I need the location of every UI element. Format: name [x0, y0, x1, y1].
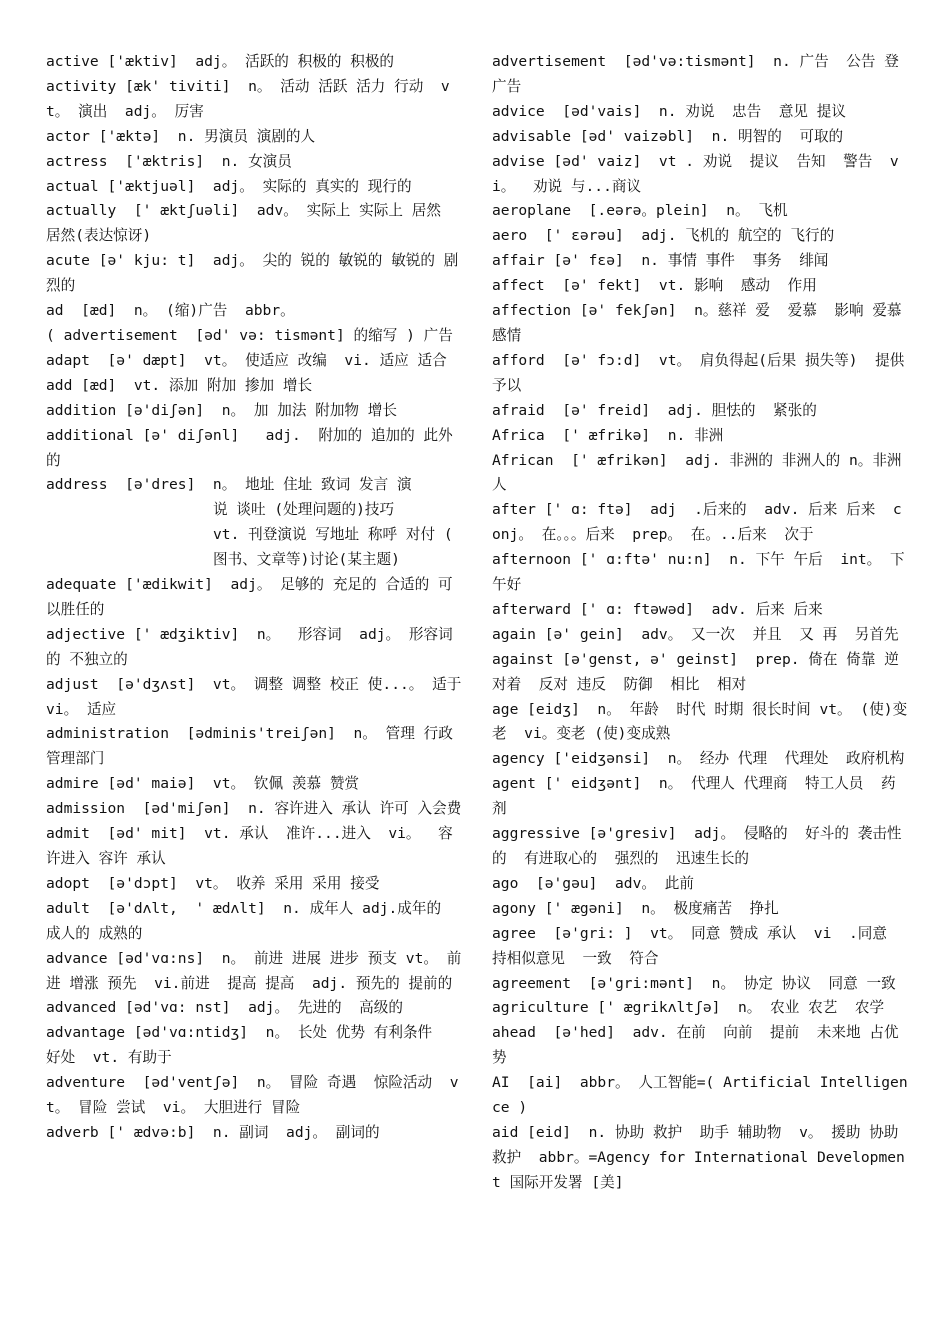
entry-again: again [ə' gein] adv。 又一次 并且 又 再 另首先 [492, 625, 899, 643]
entry-active: active ['æktiv] adj。 活跃的 积极的 积极的 [46, 53, 395, 70]
entry-agriculture: agriculture [' ægrikʌltʃə] n。 农业 农艺 农学 [492, 999, 885, 1017]
entry-african: African [' æfrikən] adj. 非洲的 非洲人的 n。非洲人 [492, 451, 902, 494]
entry-afraid: afraid [ə' freid] adj. 胆怯的 紧张的 [492, 401, 817, 419]
entry-ad-note: ( advertisement [əd' və: tismənt] 的缩写 ) 广告 [46, 326, 453, 344]
entry-adequate: adequate ['ædikwit] adj。 足够的 充足的 合适的 可以胜任的 [46, 576, 453, 618]
entry-ai: AI [ai] abbr。 人工智能=( Artificial Intelligence ) [492, 1074, 908, 1117]
entry-activity: activity [æk' tiviti] n。 活动 活跃 活力 行动 vt。 演出 adj。 厉害 [46, 77, 450, 120]
entry-address-verb: vt. 刊登演说 写地址 称呼 对付 ( 图书、文章等)讨论(某主题) [213, 526, 462, 569]
entry-agreement: agreement [ə'gri:mənt] n。 协定 协议 同意 一致 [492, 974, 896, 992]
entry-address: address [ə'dres] n。 地址 住址 致词 发言 演 [46, 476, 412, 494]
entry-adjective: adjective [' ædʒiktiv] n。 形容词 adj。 形容词的 不独立的 [46, 625, 453, 668]
entry-ago: ago [ə'gəu] adv。 此前 [492, 874, 694, 892]
entry-agony: agony [' ægəni] n。 极度痛苦 挣扎 [492, 899, 779, 917]
entry-agent: agent [' eidʒənt] n。 代理人 代理商 特工人员 药剂 [492, 775, 896, 818]
entry-affection: affection [ə' fekʃən] n。慈祥 爱 爱慕 影响 爱慕 感情 [492, 302, 911, 344]
entry-adopt: adopt [ə'dɔpt] vt。 收养 采用 采用 接受 [46, 874, 380, 892]
entry-additional: additional [ə' diʃənl] adj. 附加的 追加的 此外的 [46, 426, 453, 469]
entry-affect: affect [ə' fekt] vt. 影响 感动 作用 [492, 277, 817, 295]
entry-administration: administration [ədminis'treiʃən] n。 管理 行政 管理部门 [46, 725, 462, 768]
entry-adventure: adventure [əd'ventʃə] n。 冒险 奇遇 惊险活动 vt。 冒险 尝试 vi。 大胆进行 冒险 [46, 1074, 459, 1117]
entry-admit: admit [əd' mit] vt. 承认 准许...进入 vi。 容许进入 容许 承认 [46, 825, 453, 867]
entry-admission: admission [əd'miʃən] n. 容许进入 承认 许可 入会费 [46, 800, 462, 818]
entry-advertisement: advertisement [əd'və:tismənt] n. 广告 公告 登广告 [492, 53, 899, 95]
entry-afterward: afterward [' ɑ: ftəwəd] adv. 后来 后来 [492, 600, 823, 618]
entry-adjust: adjust [ə'dʒʌst] vt。 调整 调整 校正 使...。 适于 vi。 适应 [46, 675, 479, 718]
entry-afternoon: afternoon [' ɑ:ftə' nu:n] n. 下午 午后 int。 下午好 [492, 551, 905, 594]
entry-against: against [ə'genst, ə' geinst] prep. 倚在 倚靠 逆 对着 反对 违反 防御 相比 相对 [492, 650, 908, 693]
entry-aero: aero [' ɛərəu] adj. 飞机的 航空的 飞行的 [492, 227, 835, 245]
entry-advise: advise [əd' vaiz] vt . 劝说 提议 告知 警告 vi。 劝说 与...商议 [492, 152, 899, 195]
entry-ahead: ahead [ə'hed] adv. 在前 向前 提前 未来地 占优势 [492, 1024, 899, 1067]
entry-aggressive: aggressive [ə'gresiv] adj。 侵略的 好斗的 袭击性的 有进取心的 强烈的 迅速生长的 [492, 825, 902, 867]
entry-advice: advice [əd'vais] n. 劝说 忠告 意见 提议 [492, 102, 846, 120]
entry-ad: ad [æd] n。 (缩)广告 abbr。 [46, 302, 295, 320]
entry-add: add [æd] vt. 添加 附加 掺加 增长 [46, 376, 313, 394]
entry-adult: adult [ə'dʌlt, ' ædʌlt] n. 成年人 adj.成年的 成人的 成熟的 [46, 899, 450, 942]
entry-affair: affair [ə' fɛə] n. 事情 事件 事务 绯闻 [492, 252, 829, 270]
entry-acute: acute [ə' kju: t] adj。 尖的 锐的 敏锐的 敏锐的 剧烈的 [46, 252, 459, 295]
entry-afford: afford [ə' fɔ:d] vt。 肩负得起(后果 损失等) 提供 予以 [492, 351, 922, 394]
entry-advanced: advanced [əd'vɑ: nst] adj。 先进的 高级的 [46, 999, 403, 1017]
entry-addition: addition [ə'diʃən] n。 加 加法 附加物 增长 [46, 401, 397, 419]
entry-adverb: adverb [' ædvə:b] n. 副词 adj。 副词的 [46, 1123, 380, 1141]
entry-aeroplane: aeroplane [.eərə。plein] n。 飞机 [492, 202, 788, 220]
entry-actually: actually [' æktʃuəli] adv。 实际上 实际上 居然 居然(表达惊讶) [46, 202, 450, 245]
entry-adapt: adapt [ə' dæpt] vt。 使适应 改编 vi. 适应 适合 [46, 351, 447, 369]
entry-actor: actor ['æktə] n. 男演员 演剧的人 [46, 127, 316, 145]
entry-advisable: advisable [əd' vaizəbl] n. 明智的 可取的 [492, 127, 844, 145]
entry-aid: aid [eid] n. 协助 救护 助手 辅助物 v。 援助 协助 救护 abbr。=Agency for International Development 国际开发署 [美] [492, 1123, 908, 1191]
entry-age: age [eidʒ] n。 年龄 时代 时期 很长时间 vt。 (使)变老 vi。变老 (使)变成熟 [492, 700, 908, 743]
entry-after: after [' ɑ: ftə] adj .后来的 adv. 后来 后来 conj。 在。。。后来 prep。 在。..后来 次于 [492, 501, 902, 544]
entry-agency: agency ['eidʒənsi] n。 经办 代理 代理处 政府机构 [492, 750, 905, 768]
entry-actress: actress ['æktris] n. 女演员 [46, 152, 292, 170]
left-column [46, 50, 479, 1146]
entry-advance: advance [əd'vɑ:ns] n。 前进 进展 进步 预支 vt。 前进 增涨 预先 vi.前进 提高 提高 adj. 预先的 提前的 [46, 949, 462, 992]
entry-advantage: advantage [əd'vɑ:ntidʒ] n。 长处 优势 有利条件 好处 vt. 有助于 [46, 1024, 450, 1067]
entry-agree: agree [ə'gri: ] vt。 同意 赞成 承认 vi .同意 持相似意见 一致 符合 [492, 924, 905, 967]
entry-africa: Africa [' æfrikə] n. 非洲 [492, 426, 724, 444]
right-column [492, 50, 922, 1196]
entry-actual: actual ['æktjuəl] adj。 实际的 真实的 现行的 [46, 177, 412, 195]
entry-admire: admire [əd' maiə] vt。 钦佩 羡慕 赞赏 [46, 775, 360, 793]
entry-address-cont: 说 谈吐 (处理问题的)技巧 [213, 501, 395, 519]
